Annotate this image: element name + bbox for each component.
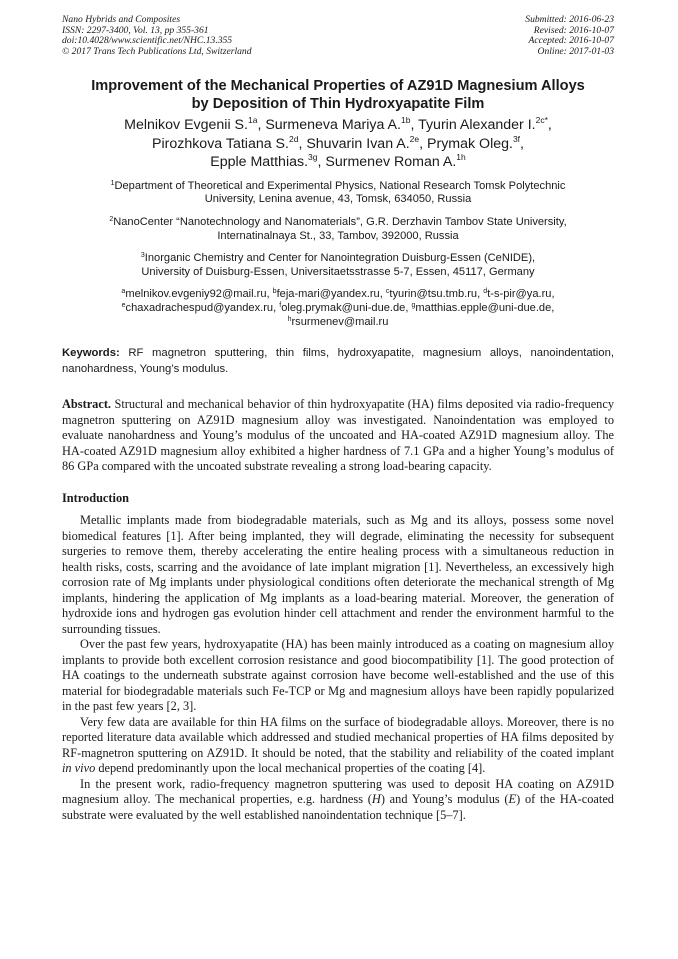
date-accepted: Accepted: 2016-10-07 bbox=[528, 35, 614, 47]
author-line-3: Epple Matthias.$^{3g}$, Surmenev Roman A.$^{1h}$ bbox=[210, 152, 466, 171]
abstract-text: Structural and mechanical behavior of thin hydroxyapatite (HA) films deposited via radio-frequency magnetron sputtering on AZ91D magnesium alloy was investigated. Nanoindentation was employed to evaluate nanohardness and Young’s modulus of the uncoated and HA-coated AZ91D magnesium alloy. The HA-coated AZ91D magnesium alloy exhibited a higher hardness of 7.1 GPa and a higher Young’s modulus of 86 GPa compared with the uncoated substrate revealing a strong load-bearing capacity. bbox=[62, 397, 614, 474]
affiliation-line: NanoCenter “Nanotechnology and Nanomaterials”, G.R. Derzhavin Tambov State University, bbox=[113, 216, 567, 229]
journal-name: Nano Hybrids and Composites bbox=[62, 14, 181, 25]
author-sup: 1a bbox=[247, 115, 258, 126]
submission-dates bbox=[525, 15, 614, 57]
email-link[interactable]: rsurmenev@mail.ru bbox=[291, 315, 389, 328]
date-submitted: Submitted: 2016-06-23 bbox=[525, 14, 614, 25]
author-name: Pirozhkova Tatiana S. bbox=[152, 135, 289, 152]
title-line-1: Improvement of the Mechanical Properties of AZ91D Magnesium Alloys bbox=[91, 78, 585, 95]
email-link[interactable]: tyurin@tsu.tmb.ru bbox=[389, 288, 478, 301]
author-name: Prymak Oleg. bbox=[427, 135, 513, 152]
author-name: Shuvarin Ivan A. bbox=[306, 135, 410, 152]
title-line-2: by Deposition of Thin Hydroxyapatite Film bbox=[191, 96, 485, 113]
affiliation-line: University, Lenina avenue, 43, Tomsk, 634050, Russia bbox=[204, 193, 472, 206]
journal-issn: ISSN: 2297-3400, Vol. 13, pp 355-361 bbox=[62, 24, 209, 36]
email-link[interactable]: chaxadrachespud@yandex.ru bbox=[125, 302, 274, 315]
section-heading-introduction: Introduction bbox=[62, 490, 129, 505]
author-sup: 2e bbox=[409, 133, 420, 144]
affiliation-1 bbox=[62, 180, 614, 207]
email-link[interactable]: oleg.prymak@uni-due.de bbox=[281, 302, 406, 315]
journal-header bbox=[62, 15, 614, 57]
author-name: Surmenev Roman A. bbox=[325, 154, 457, 171]
keywords bbox=[62, 346, 614, 377]
paragraph-1: Metallic implants made from biodegradable materials, such as Mg and its alloys, possess some novel biomedical features [1]. After being implanted, they will degrade, eliminating the necessity for subsequent surgeries to remove them, thereby accelerating the entire healing process with a simultaneous reduction in health risks, costs, scarring and the avoidance of late implant migration [1]. Nevertheless, an excessively high corrosion rate of Mg implants under physiological conditions often deteriorate the mechanical strength of Mg implants, hindering the application of Mg implants as a load-bearing material. Moreover, the generation of hydroxide ions and hydrogen gas evolution hinder cell attachment and render the environment harmful to the surrounding tissues. bbox=[62, 513, 614, 636]
author-name: Tyurin Alexander I. bbox=[418, 117, 536, 134]
affiliation-line: Department of Theoretical and Experimental Physics, National Research Tomsk Polytechnic bbox=[114, 179, 566, 192]
abstract bbox=[62, 397, 614, 475]
author-sup: 3g bbox=[308, 152, 318, 163]
author-name: Surmeneva Mariya A. bbox=[265, 117, 401, 134]
affiliation-line: University of Duisburg-Essen, Universitaetsstrasse 5-7, Essen, 45117, Germany bbox=[141, 265, 535, 278]
author-line-1: Melnikov Evgenii S.$^{1a}$, Surmeneva Mariya A.$^{1b}$, Tyurin Alexander I.$^{2c*}$, bbox=[124, 115, 552, 134]
journal-copyright: © 2017 Trans Tech Publications Ltd, Switzerland bbox=[62, 45, 252, 57]
affiliation-line: Inorganic Chemistry and Center for Nanointegration Duisburg-Essen (CeNIDE), bbox=[144, 252, 536, 265]
paragraph-2: Over the past few years, hydroxyapatite (HA) has been mainly introduced as a coating on magnesium alloy implants to provide both excellent corrosion resistance and good biocompatibility [1]. The good protection of HA coatings to the underneath substrate against corrosion have become well-established and the use of this material for biodegradable materials such Fe-TCP or Mg and magnesium alloys have been rapidly popularized in the past few years [2, 3]. bbox=[62, 637, 614, 714]
paragraph-3: Very few data are available for thin HA films on the surface of biodegradable alloys. Moreover, there is no reported literature data available which addressed and studied mechanical properties of HA films deposited by RF-magnetron sputtering on AZ91D. It should be noted, that the stability and reliability of the coated implant in vivo depend predominantly upon the local mechanical properties of the coating [4]. bbox=[62, 714, 614, 776]
email-link[interactable]: feja-mari@yandex.ru bbox=[276, 288, 380, 301]
affiliation-num: 3 bbox=[140, 252, 145, 260]
author-list bbox=[62, 116, 614, 172]
keywords-text: RF magnetron sputtering, thin films, hydroxyapatite, magnesium alloys, nanoindentation, nanohardness, Young’s modulus. bbox=[62, 347, 614, 375]
author-sup: 2c* bbox=[535, 115, 548, 126]
date-online: Online: 2017-01-03 bbox=[537, 45, 614, 57]
affiliation-2 bbox=[62, 216, 614, 243]
date-revised: Revised: 2016-10-07 bbox=[533, 24, 614, 36]
paragraph-4: In the present work, radio-frequency magnetron sputtering was used to deposit HA coating on AZ91D magnesium alloy. The mechanical properties, e.g. hardness (H) and Young’s modulus (E) of the HA-coated substrate were evaluated by the well established nanoindentation technique [5–7]. bbox=[62, 776, 614, 822]
paper-title bbox=[62, 77, 614, 113]
email-link[interactable]: melnikov.evgeniy92@mail.ru bbox=[125, 288, 267, 301]
author-sup: 3f bbox=[512, 133, 521, 144]
author-sup: 2d bbox=[288, 133, 299, 144]
author-line-2: Pirozhkova Tatiana S.$^{2d}$, Shuvarin Ivan A.$^{2e}$, Prymak Oleg.$^{3f}$, bbox=[152, 133, 524, 152]
author-name: Epple Matthias. bbox=[210, 154, 309, 171]
affiliation-num: 1 bbox=[110, 179, 115, 187]
paper-page bbox=[62, 15, 614, 823]
keywords-label: Keywords: bbox=[62, 347, 120, 360]
journal-info bbox=[62, 15, 252, 57]
email-link[interactable]: t-s-pir@ya.ru bbox=[487, 288, 552, 301]
journal-doi: doi:10.4028/www.scientific.net/NHC.13.355 bbox=[62, 35, 233, 47]
author-sup: 1h bbox=[456, 152, 466, 163]
author-sup: 1b bbox=[400, 115, 411, 126]
author-name: Melnikov Evgenii S. bbox=[124, 117, 248, 134]
affiliation-line: Internatinalnaya St., 33, Tambov, 392000, Russia bbox=[217, 229, 459, 242]
email-list: $^a$melnikov.evgeniy92@mail.ru, $^b$feja-mari@yandex.ru, $^c$tyurin@tsu.tmb.ru, $^d$t-s-pir@ya.ru, $^e$chaxadrachespud@yandex.ru, $^f$oleg.prymak@uni-due.de, $^g$matthias.epple@uni-due.de, $^h$rsurmenev@mail.ru bbox=[121, 288, 555, 328]
affiliation-num: 2 bbox=[109, 216, 114, 224]
abstract-label: Abstract. bbox=[62, 397, 112, 412]
email-link[interactable]: matthias.epple@uni-due.de bbox=[415, 302, 552, 315]
affiliation-3 bbox=[62, 252, 614, 279]
